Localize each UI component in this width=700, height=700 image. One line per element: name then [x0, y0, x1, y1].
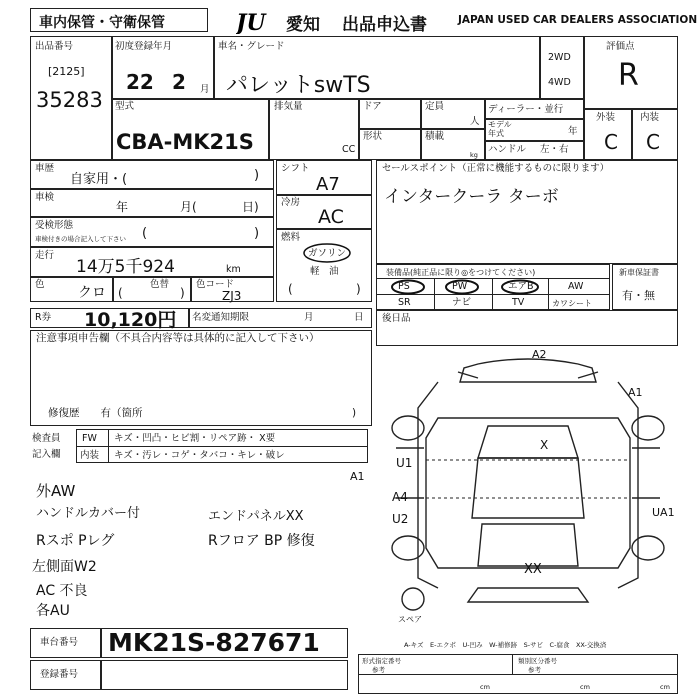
damage-legend: A-キズ E-エクボ U-凹み W-補修跡 S-サビ C-腐食 XX-交換済: [404, 641, 607, 649]
model-value: CBA-MK21S: [116, 130, 254, 154]
notice-label: 名変通知期限: [192, 312, 250, 323]
name-value: パレットswTS: [226, 73, 371, 98]
org-name: 愛知: [286, 15, 320, 35]
form-ref: 参考: [372, 666, 385, 674]
chassis-label: 車台番号: [40, 637, 79, 648]
fw-items: キズ・凹凸・ヒビ割・リペア跡・ X要: [114, 433, 276, 444]
dealer-label: ディーラー・並行: [488, 104, 564, 115]
ac-value: AC: [318, 206, 344, 228]
svg-text:JU: JU: [236, 10, 266, 34]
lot-sub: [2125]: [48, 65, 85, 78]
mark-a1-top: A1: [628, 386, 643, 399]
interior-label: 内装: [80, 450, 100, 461]
reg-label: 初度登録年月: [115, 41, 173, 52]
repair-history: 修復歴 有（箇所: [48, 407, 143, 419]
color-label: 色: [35, 279, 45, 290]
inspection-day: 日): [242, 200, 259, 214]
seats-unit: 人: [470, 116, 480, 127]
inspection-label: 車検: [35, 192, 55, 203]
fuel-gas: ガソリン: [308, 248, 347, 259]
note-1: ハンドルカバー付: [36, 506, 141, 521]
repair-close: ): [352, 407, 357, 419]
equip-airbag-circle-icon: [500, 279, 540, 295]
mark-xx: XX: [524, 562, 542, 577]
storage-tag: [30, 8, 208, 32]
reg-month: 2: [172, 70, 186, 94]
grade-int: C: [646, 130, 660, 154]
equip-airbag: エアB: [508, 281, 534, 292]
r-ticket-value: 10,120円: [84, 309, 177, 331]
ju-logo-icon: [236, 10, 284, 34]
mileage-label: 走行: [35, 250, 55, 261]
reg-year: 22: [126, 70, 154, 94]
mark-x: X: [540, 438, 549, 452]
note-5: 各AU: [36, 603, 70, 619]
selling-value: インタークーラ ターボ: [384, 187, 559, 207]
spare-label: スペア: [398, 615, 422, 624]
equip-pw: PW: [452, 281, 468, 292]
equipment-label: 装備品(純正品に限り◎をつけてください): [386, 268, 536, 277]
color-code-label: 色コード: [196, 279, 235, 290]
inspector-label: 検査員: [32, 433, 61, 444]
notice-month: 月: [304, 312, 314, 323]
ju-logo: [236, 10, 284, 34]
reg-month-unit: 月: [200, 84, 210, 95]
fuel-diesel: 軽 油: [310, 266, 339, 277]
receipt-label: 受検形態: [35, 220, 74, 231]
equip-sr: SR: [398, 297, 411, 308]
registration-label: 登録番号: [40, 669, 79, 680]
note-2: Rスポ Pレグ: [36, 533, 115, 549]
mileage-unit: km: [226, 264, 241, 275]
fuel-label: 燃料: [281, 232, 301, 243]
grade-ext-label: 外装: [596, 112, 616, 123]
lot-number: 35283: [36, 88, 103, 112]
color-value: クロ: [78, 285, 106, 301]
attention-label: 注意事項申告欄（不具合内容等は具体的に記入して下さい）: [36, 332, 320, 344]
drive-4wd: 4WD: [548, 77, 571, 88]
ac-label: 冷房: [281, 197, 301, 208]
inspection-month: 月(: [180, 200, 197, 214]
note-3: 左側面W2: [32, 559, 97, 575]
cm-2: cm: [580, 683, 590, 691]
note-right-1: Rフロア BP 修復: [208, 533, 315, 549]
spare-tire-icon: [400, 586, 426, 612]
r-ticket-label: R券: [35, 312, 52, 323]
rear-frame: [376, 310, 678, 346]
drive-2wd: 2WD: [548, 52, 571, 63]
warranty-opts: 有・無: [622, 289, 655, 302]
door-label: ドア: [363, 101, 382, 112]
handle-label: ハンドル: [488, 144, 527, 155]
note-right-0: エンドパネルXX: [208, 509, 304, 524]
interior-items: キズ・汚レ・コゲ・タバコ・キレ・破レ: [114, 450, 285, 461]
grade-ext: C: [604, 130, 618, 154]
receipt-open: (: [142, 226, 148, 241]
form-label: 形式指定番号: [362, 657, 401, 665]
cc-unit: CC: [342, 144, 356, 155]
lot-label: 出品番号: [35, 41, 74, 52]
equip-pw-circle-icon: [444, 279, 480, 295]
mark-a2: A2: [532, 348, 547, 361]
storage-tag-text: 車内保管・守衛保管: [39, 15, 165, 31]
fw-label: FW: [82, 433, 97, 444]
mark-ua1: UA1: [652, 506, 675, 519]
mark-u1: U1: [396, 456, 413, 470]
shift-value: A7: [316, 174, 340, 195]
chassis-value: MK21S-827671: [108, 628, 320, 657]
color-code: ZJ3: [222, 289, 242, 303]
fuel-gas-circle-icon: [302, 242, 352, 264]
rear-label: 後日品: [382, 313, 411, 324]
grade-value: R: [618, 58, 639, 93]
note-4: AC 不良: [36, 583, 88, 599]
assoc-name: JAPAN USED CAR DEALERS ASSOCIATION: [458, 14, 698, 26]
equip-ps: PS: [398, 281, 410, 292]
inspection-year: 年: [116, 200, 129, 214]
mark-a1-mid: A1: [350, 470, 365, 483]
notice-day: 日: [354, 312, 364, 323]
fuel-close: ): [356, 282, 361, 296]
load-label: 積載: [425, 131, 445, 142]
selling-frame: [376, 160, 678, 264]
cm-3: cm: [660, 683, 670, 691]
color-swap-label: 色替: [150, 279, 170, 290]
selling-label: セールスポイント（正常に機能するものに限ります）: [382, 163, 610, 174]
class-label: 類別区分番号: [518, 657, 557, 665]
note-0: 外AW: [36, 482, 76, 500]
warranty-label: 新車保証書: [619, 268, 659, 277]
equip-aw: AW: [568, 281, 584, 292]
mark-a4: A4: [392, 490, 408, 504]
cc-label: 排気量: [274, 101, 303, 112]
grade-int-label: 内装: [640, 112, 660, 123]
name-label: 車名・グレード: [218, 41, 285, 52]
grade-label: 評価点: [606, 41, 635, 52]
handle-opts: 左・右: [540, 144, 569, 155]
history-label: 車歴: [35, 163, 55, 174]
load-unit: kg: [470, 151, 478, 159]
color-swap-close: ): [180, 286, 185, 300]
mark-u2: U2: [392, 512, 409, 526]
shape-label: 形状: [363, 131, 383, 142]
color-swap-open: (: [118, 286, 123, 300]
history-close: ): [254, 168, 260, 183]
cm-1: cm: [480, 683, 490, 691]
class-ref: 参考: [528, 666, 541, 674]
memo-label: 記入欄: [32, 449, 61, 460]
form-title: 出品申込書: [342, 15, 427, 35]
fuel-open: (: [288, 282, 293, 296]
seats-label: 定員: [425, 101, 445, 112]
model-label: 型式: [115, 101, 135, 112]
shift-label: シフト: [281, 163, 310, 174]
equip-tv: TV: [512, 297, 525, 308]
history-value: 自家用・(: [70, 172, 128, 187]
mileage-value: 14万5千924: [76, 257, 175, 277]
receipt-close: ): [254, 226, 260, 241]
equip-navi: ナビ: [452, 297, 472, 308]
equip-seat: カワシート: [552, 299, 592, 308]
year-unit: 年: [568, 126, 578, 137]
model-year-label: モデル 年式: [488, 120, 512, 138]
equip-ps-circle-icon: [390, 279, 426, 295]
receipt-note: 車検付きの場合記入して下さい: [35, 235, 126, 243]
